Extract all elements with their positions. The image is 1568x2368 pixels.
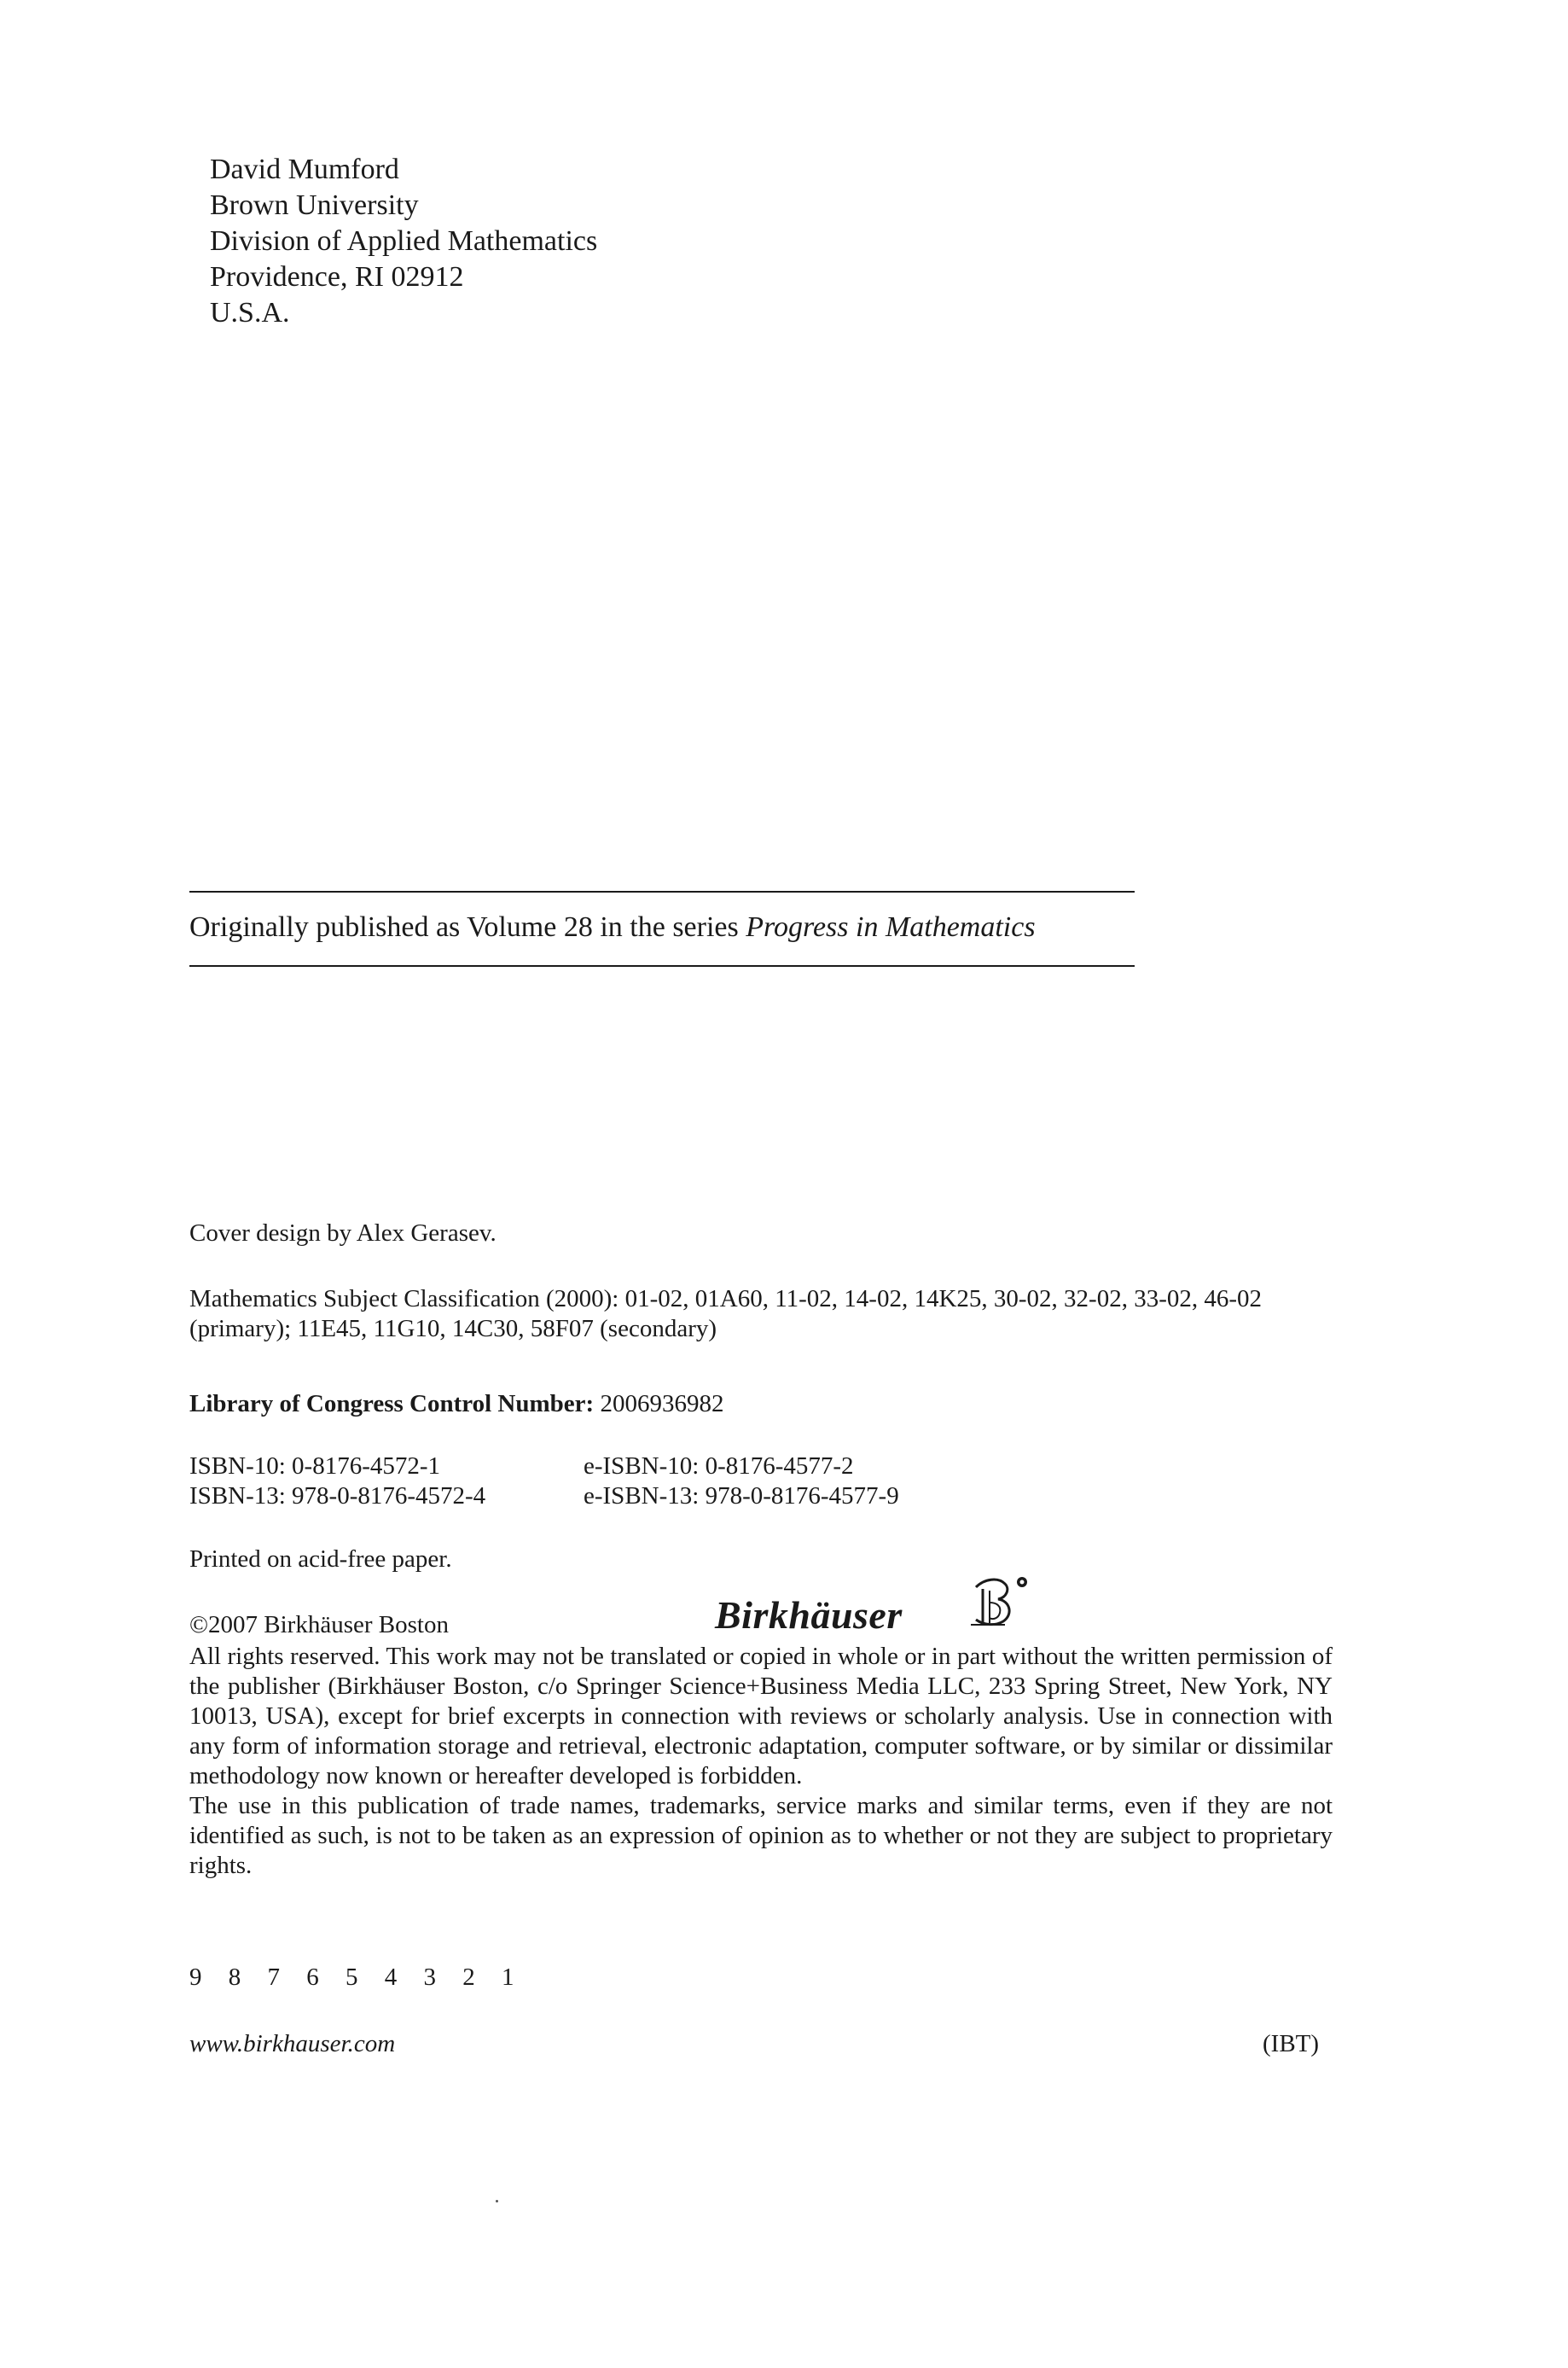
page-speck bbox=[496, 2200, 498, 2202]
subject-classification: Mathematics Subject Classification (2000): 01-02, 01A60, 11-02, 14-02, 14K25, 30-02, 32-02, 33-02, 46-02 (primary); 11E45, 11G10, 14C30, 58F07 (secondary) bbox=[189, 1285, 1263, 1342]
loc-number: 2006936982 bbox=[600, 1390, 724, 1417]
series-note-prefix: Originally published as Volume 28 in the series bbox=[189, 911, 746, 943]
author-city: Providence, RI 02912 bbox=[210, 261, 464, 293]
printing-line: 9 8 7 6 5 4 3 2 1 bbox=[189, 1964, 525, 1991]
author-institution: Brown University bbox=[210, 189, 419, 221]
loc-control-number bbox=[189, 1389, 723, 1419]
publisher-website: www.birkhauser.com bbox=[189, 2030, 396, 2057]
author-country: U.S.A. bbox=[210, 297, 290, 329]
publisher-mark-icon bbox=[964, 1572, 1032, 1640]
author-name: David Mumford bbox=[210, 154, 399, 185]
isbn-block bbox=[189, 1452, 942, 1511]
rights-paragraph-2: The use in this publication of trade names, trademarks, service marks and similar terms, even if they are not identified as such, is not to be taken as an expression of opinion as to whether or not they are subject to proprietary rights. bbox=[189, 1792, 1333, 1879]
series-note bbox=[189, 910, 1036, 945]
rights-paragraph-1: All rights reserved. This work may not be translated or copied in whole or in part without the written permission of the publisher (Birkhäuser Boston, c/o Springer Science+Business Media LLC, 233 Spring Street, New York, NY 10013, USA), except for brief excerpts in connection with reviews or scholarly analysis. Use in connection with any form of information storage and retrieval, electronic adaptation, computer software, or by similar or dissimilar methodology now known or hereafter developed is forbidden. bbox=[189, 1643, 1333, 1789]
loc-label: Library of Congress Control Number: bbox=[189, 1390, 595, 1417]
e-isbn-10: e-ISBN-10: 0-8176-4577-2 bbox=[584, 1452, 854, 1480]
copyright-line: ©2007 Birkhäuser Boston bbox=[189, 1611, 449, 1638]
series-rule-top bbox=[189, 891, 1135, 893]
cover-design-credit: Cover design by Alex Gerasev. bbox=[189, 1219, 497, 1247]
rights-statement bbox=[189, 1642, 1333, 1881]
publisher-mark-svg bbox=[964, 1572, 1032, 1640]
e-isbn-13: e-ISBN-13: 978-0-8176-4577-9 bbox=[584, 1482, 899, 1510]
series-rule-bottom bbox=[189, 965, 1135, 967]
author-division: Division of Applied Mathematics bbox=[210, 225, 598, 257]
isbn-10: ISBN-10: 0-8176-4572-1 bbox=[189, 1452, 441, 1480]
series-title: Progress in Mathematics bbox=[746, 911, 1036, 943]
isbn-13: ISBN-13: 978-0-8176-4572-4 bbox=[189, 1482, 486, 1510]
acid-free-note: Printed on acid-free paper. bbox=[189, 1545, 452, 1573]
printer-code: (IBT) bbox=[1263, 2030, 1320, 2057]
publisher-logo-text: Birkhäuser bbox=[715, 1593, 903, 1637]
author-address bbox=[210, 152, 597, 331]
